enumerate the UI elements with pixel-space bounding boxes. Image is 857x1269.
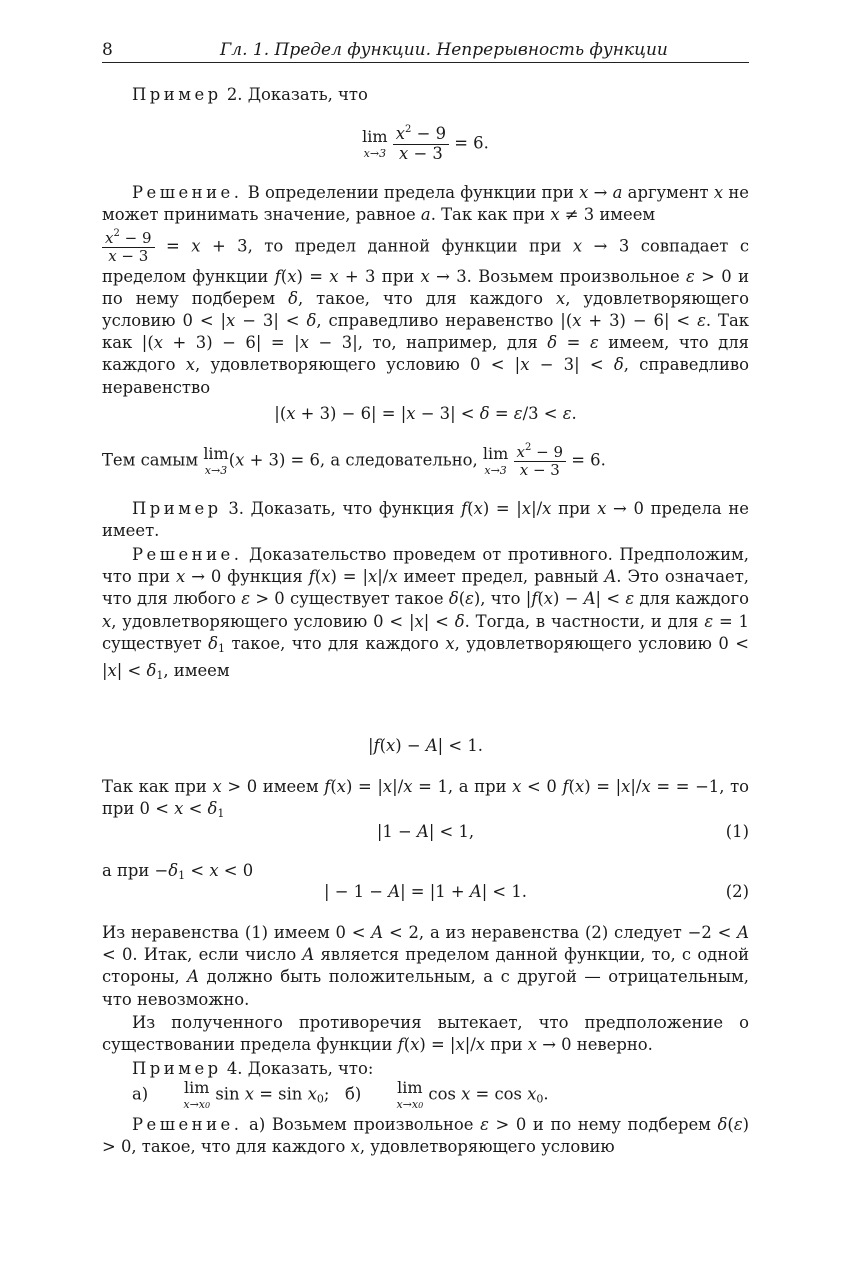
- equation-2-number: (2): [725, 882, 749, 901]
- example-4-items: а) lim x→x0 $\sin x = \sin x_0$; б) lim x→x0 $\cos x = \cos x_0$.: [132, 1078, 549, 1111]
- final-remark-paragraph: Из полученного противоречия вытекает, что предположение о существовании предела функции f(x) = |x|/x при x → 0 неверно.: [102, 1013, 749, 1055]
- equation-1: |1 − A| < 1, (1): [376, 822, 749, 841]
- page-header: [102, 38, 749, 63]
- solution-3-paragraph: Решение. Доказательство проведем от противного. Предположим, что при x → 0 функция f(x) = |x|/x имеет предел, равный A. Это означает, что для любого ε > 0 существует такое δ(ε), что |f(x) − A| < ε для каждого x, удовлетворяющего условию 0 < |x| < δ. Тогда, в частности, и для ε = 1 существует $\delta_1$ такое, что для каждого x, удовлетворяющего условию $0 < |x| < \delta_1$, имеем: [102, 545, 750, 683]
- equation-1-number: (1): [725, 822, 749, 841]
- example-2-heading: Пример 2. Доказать, что: [132, 85, 368, 104]
- contradiction-paragraph: Из неравенства (1) имеем 0 < A < 2, а из неравенства (2) следует −2 < A < 0. Итак, если число A является пределом данной функции, то, с одной стороны, A должно быть положительным, а с другой — отрицательным, что невозможно.: [102, 923, 749, 1009]
- display-inequality-fa: |f(x) − A| < 1.: [368, 736, 483, 755]
- solution-2-paragraph-cont: $\frac{x^2 - 9}{x - 3}$ = x + 3, то предел данной функции при x → 3 совпадает с пределом функции f(x) = x + 3 при x → 3. Возьмем произвольное ε > 0 и по нему подберем δ, такое, что для каждого x, удовлетворяющего условию 0 < |x − 3| < δ, справедливо неравенство |(x + 3) − 6| < ε. Так как |(x + 3) − 6| = |x − 3|, то, например, для δ = ε имеем, что для каждого x, удовлетворяющего условию 0 < |x − 3| < δ, справедливо неравенство: [102, 228, 750, 397]
- book-page: [102, 38, 750, 1157]
- conclusion-line: Тем самым lim x→3 (x + 3) = 6, а следовательно, lim x→3 $\frac{x^2 - 9}{x - 3}$ = 6.: [102, 442, 606, 480]
- example-3-heading: Пример 3. Доказать, что функция f(x) = |x|/x при x → 0 предела не имеет.: [102, 499, 749, 541]
- equation-2: | − 1 − A| = |1 + A| < 1. (2): [323, 882, 749, 901]
- negative-case-line: а при $-\delta_1 < x < 0$: [102, 861, 254, 882]
- display-inequality: |(x + 3) − 6| = |x − 3| < δ = ε/3 < ε.: [274, 404, 577, 423]
- example-4-heading: Пример 4. Доказать, что:: [132, 1059, 374, 1078]
- page-number: 8: [102, 40, 113, 60]
- solution-2-paragraph: Решение. В определении предела функции при x → a аргумент x не может принимать значение, равное a. Так как при x ≠ 3 имеем: [102, 183, 750, 225]
- case-analysis-line: Так как при x > 0 имеем f(x) = |x|/x = 1, а при x < 0 f(x) = |x|/x = = −1, то при $0 < x < \delta_1$: [102, 777, 750, 821]
- running-title: Гл. 1. Предел функции. Непрерывность функции: [220, 40, 668, 60]
- solution-4-paragraph: Решение. а) Возьмем произвольное ε > 0 и по нему подберем δ(ε) > 0, такое, что для каждого x, удовлетворяющего условию: [102, 1115, 750, 1157]
- display-equation-limit: lim x→3 $\frac{x^2 - 9}{x - 3}$ = 6.: [362, 124, 489, 163]
